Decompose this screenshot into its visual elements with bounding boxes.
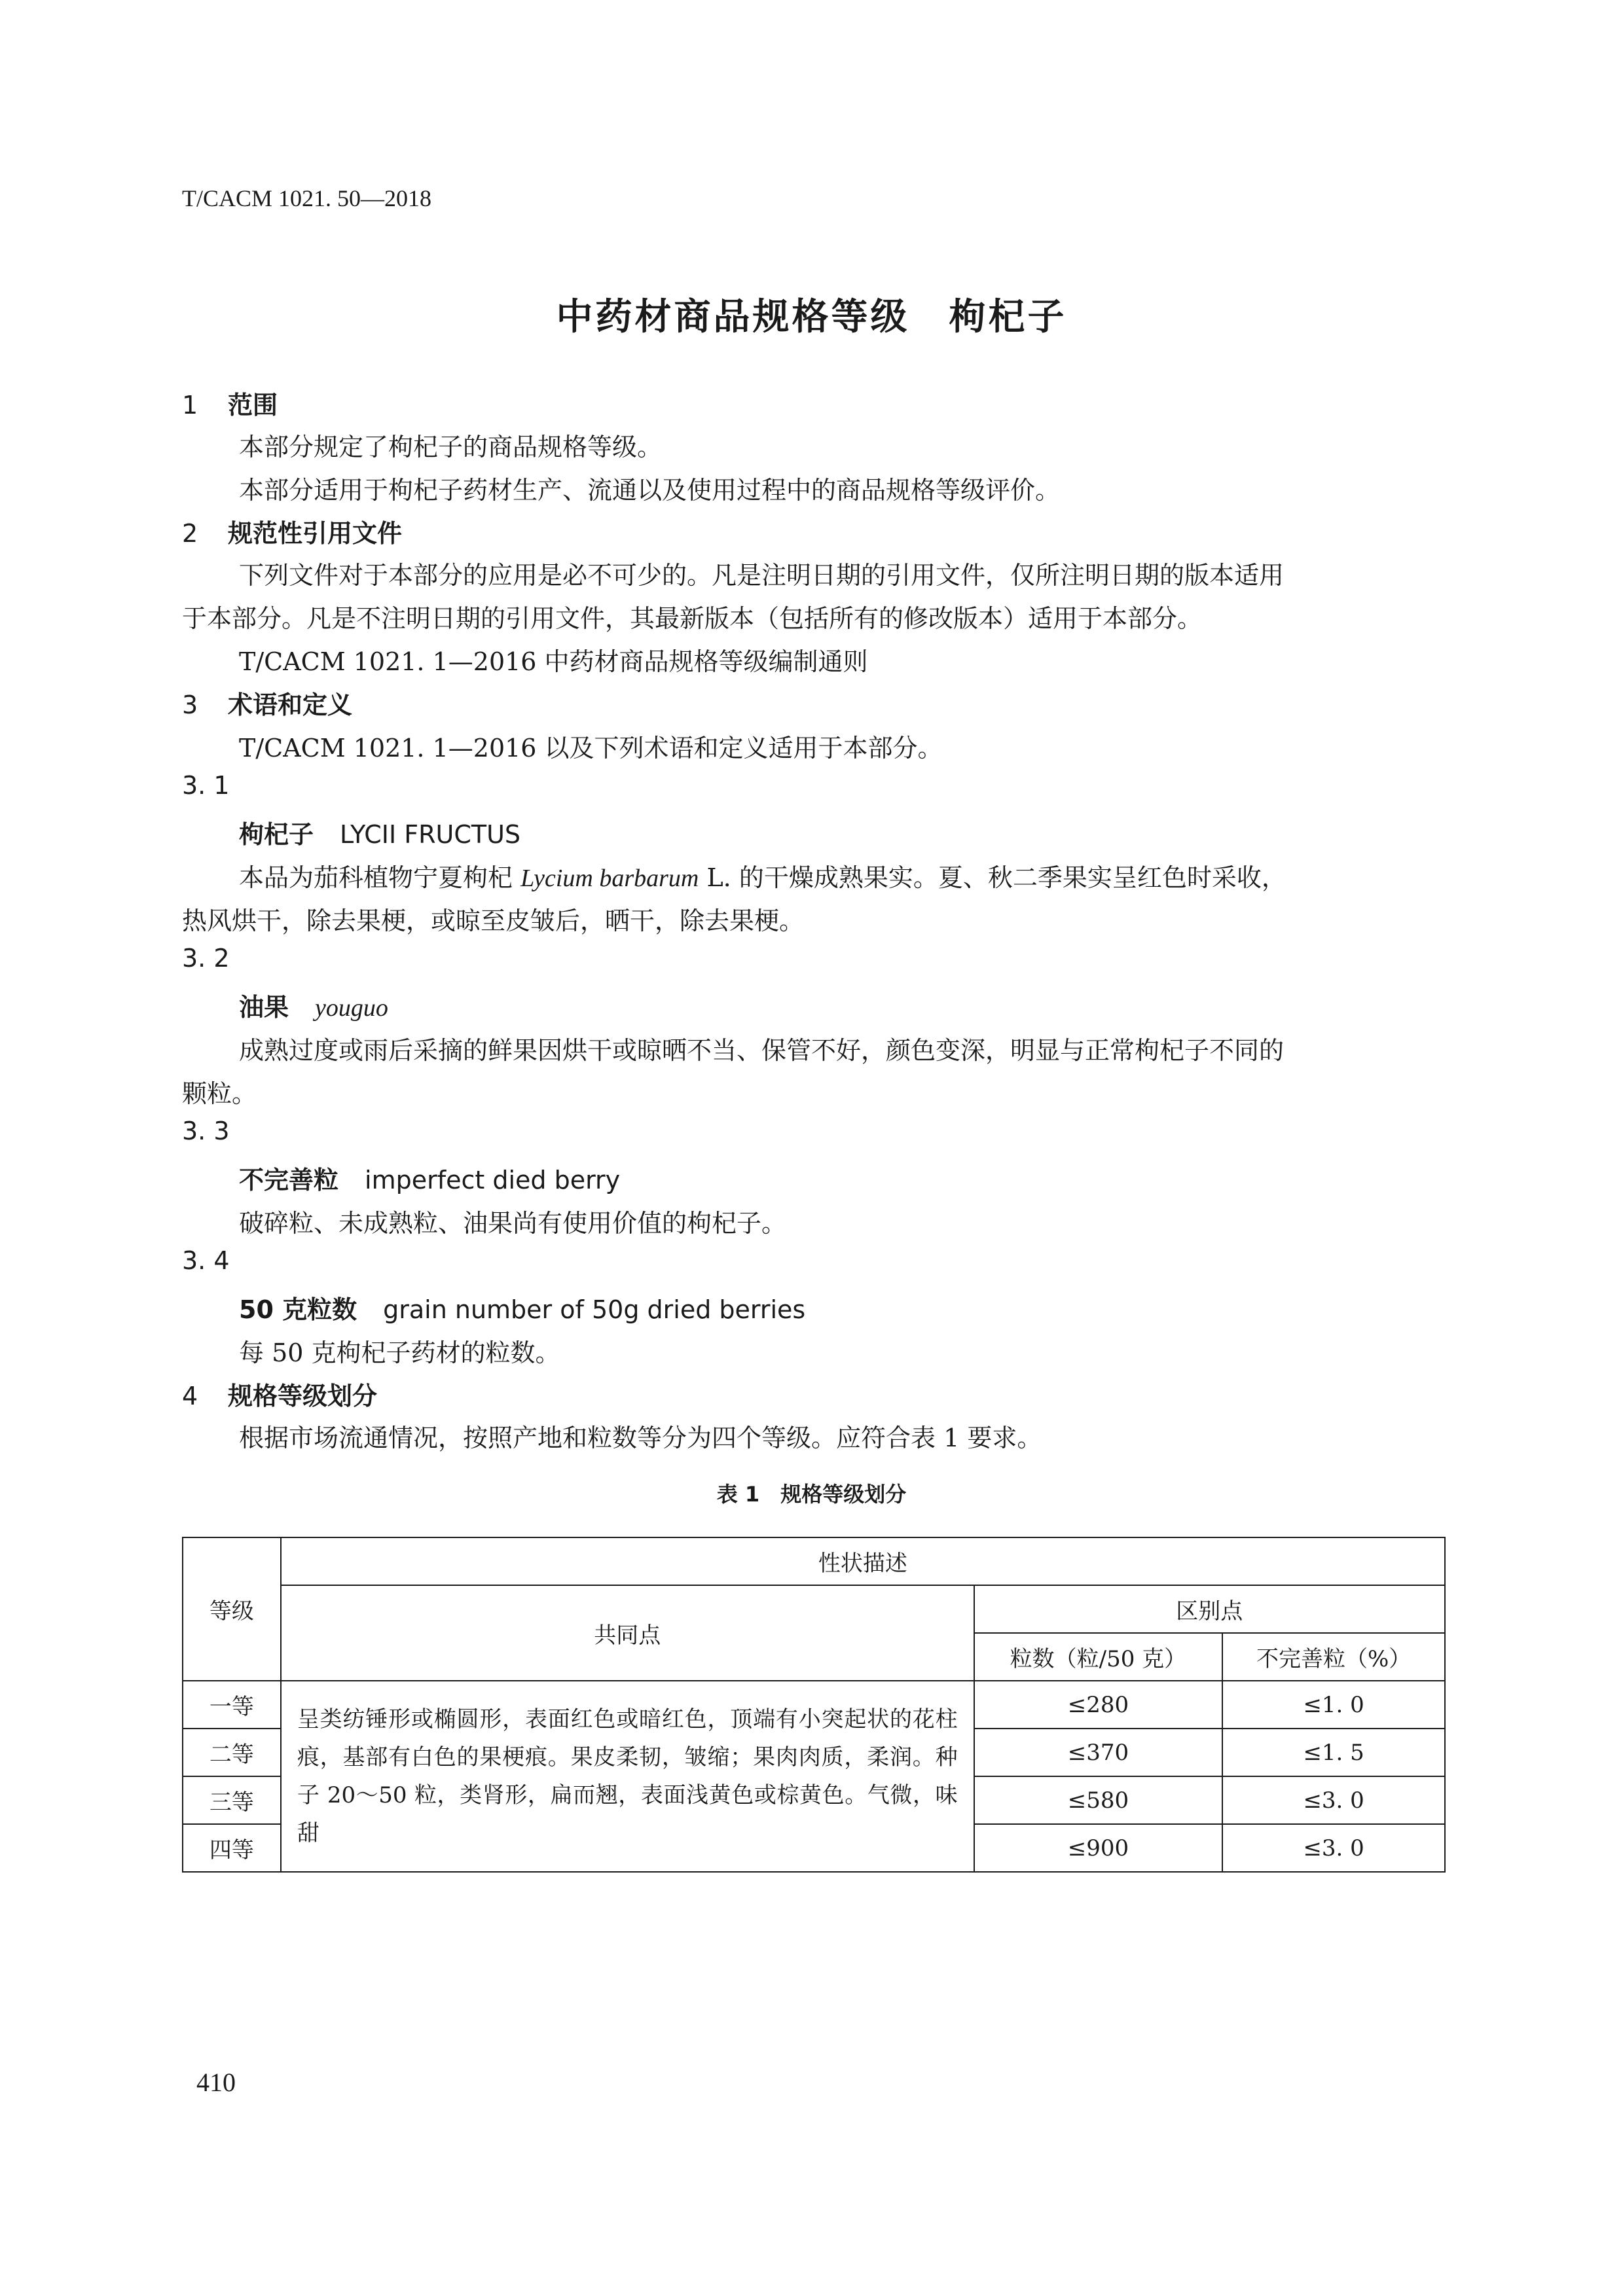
section-3-heading bbox=[182, 685, 352, 721]
term-3-1-definition-line-1 bbox=[239, 857, 1286, 893]
normative-reference: T/CACM 1021. 1—2016 中药材商品规格等级编制通则 bbox=[239, 647, 868, 676]
term-3-1-definition-line-2: 热风烘干，除去果梗，或晾至皮皱后，晒干，除去果梗。 bbox=[182, 906, 805, 935]
section-number: 4 bbox=[182, 1382, 198, 1410]
header-grade: 等级 bbox=[183, 1537, 281, 1681]
term-3-1-number: 3. 1 bbox=[182, 771, 230, 800]
section-title: 术语和定义 bbox=[228, 691, 353, 719]
term-3-2-definition-line-2: 颗粒。 bbox=[182, 1079, 257, 1108]
section-title: 规范性引用文件 bbox=[228, 519, 403, 548]
term-3-2-title bbox=[239, 987, 388, 1023]
term-english: grain number of 50g dried berries bbox=[383, 1295, 806, 1324]
term-chinese: 油果 bbox=[239, 993, 289, 1022]
definition-text: L. 的干燥成熟果实。夏、秋二季果实呈红色时采收， bbox=[699, 863, 1286, 892]
grade-cell: 一等 bbox=[183, 1681, 281, 1729]
term-3-2-number: 3. 2 bbox=[182, 944, 230, 973]
header-description: 性状描述 bbox=[281, 1537, 1445, 1585]
term-chinese: 不完善粒 bbox=[239, 1166, 339, 1194]
term-english: youguo bbox=[315, 994, 388, 1022]
table-caption: 表 1 规格等级划分 bbox=[716, 1482, 907, 1507]
header-imperfect: 不完善粒（%） bbox=[1222, 1633, 1445, 1681]
document-title: 中药材商品规格等级 枸杞子 bbox=[556, 296, 1067, 338]
table-row bbox=[183, 1681, 1445, 1729]
header-distinguishing: 区别点 bbox=[974, 1585, 1445, 1633]
term-3-3-definition: 破碎粒、未成熟粒、油果尚有使用价值的枸杞子。 bbox=[239, 1209, 787, 1238]
section-4-heading bbox=[182, 1376, 377, 1412]
standard-number: T/CACM 1021. 50—2018 bbox=[182, 185, 432, 211]
section-3-paragraph: T/CACM 1021. 1—2016 以及下列术语和定义适用于本部分。 bbox=[239, 734, 943, 762]
term-chinese: 50 克粒数 bbox=[239, 1295, 357, 1324]
term-english: LYCII FRUCTUS bbox=[340, 820, 521, 849]
grain-count-cell: ≤580 bbox=[974, 1776, 1223, 1824]
section-1-heading bbox=[182, 385, 278, 421]
imperfect-cell: ≤1. 0 bbox=[1222, 1681, 1445, 1729]
grade-cell: 四等 bbox=[183, 1824, 281, 1872]
term-chinese: 枸杞子 bbox=[239, 820, 314, 849]
table-header-row bbox=[183, 1537, 1445, 1585]
header-grain-count: 粒数（粒/50 克） bbox=[974, 1633, 1223, 1681]
term-3-4-title bbox=[239, 1289, 805, 1325]
section-number: 2 bbox=[182, 519, 198, 548]
term-3-4-number: 3. 4 bbox=[182, 1246, 230, 1275]
section-number: 3 bbox=[182, 691, 198, 719]
grain-count-cell: ≤900 bbox=[974, 1824, 1223, 1872]
grade-table bbox=[182, 1537, 1446, 1873]
grain-count-cell: ≤280 bbox=[974, 1681, 1223, 1729]
term-3-2-definition-line-1: 成熟过度或雨后采摘的鲜果因烘干或晾晒不当、保管不好，颜色变深，明显与正常枸杞子不同的 bbox=[239, 1036, 1285, 1065]
term-3-4-definition: 每 50 克枸杞子药材的粒数。 bbox=[239, 1338, 560, 1367]
term-3-1-title bbox=[239, 814, 520, 850]
term-3-3-title bbox=[239, 1160, 620, 1196]
imperfect-cell: ≤1. 5 bbox=[1222, 1729, 1445, 1776]
definition-text: 本品为茄科植物宁夏枸杞 bbox=[239, 863, 521, 892]
header-common: 共同点 bbox=[281, 1585, 974, 1681]
imperfect-cell: ≤3. 0 bbox=[1222, 1776, 1445, 1824]
imperfect-cell: ≤3. 0 bbox=[1222, 1824, 1445, 1872]
section-1-paragraph-1: 本部分规定了枸杞子的商品规格等级。 bbox=[239, 433, 663, 461]
grade-cell: 三等 bbox=[183, 1776, 281, 1824]
section-number: 1 bbox=[182, 391, 198, 420]
section-1-paragraph-2: 本部分适用于枸杞子药材生产、流通以及使用过程中的商品规格等级评价。 bbox=[239, 476, 1061, 505]
section-2-paragraph-line-2: 于本部分。凡是不注明日期的引用文件，其最新版本（包括所有的修改版本）适用于本部分。 bbox=[182, 604, 1203, 633]
section-2-heading bbox=[182, 513, 402, 549]
latin-species-name: Lycium barbarum bbox=[520, 865, 699, 892]
section-title: 规格等级划分 bbox=[228, 1382, 378, 1410]
section-title: 范围 bbox=[228, 391, 278, 420]
section-4-paragraph: 根据市场流通情况，按照产地和粒数等分为四个等级。应符合表 1 要求。 bbox=[239, 1424, 1042, 1452]
section-2-paragraph-line-1: 下列文件对于本部分的应用是必不可少的。凡是注明日期的引用文件，仅所注明日期的版本适用 bbox=[239, 561, 1285, 590]
page-number: 410 bbox=[196, 2068, 236, 2097]
term-english: imperfect died berry bbox=[365, 1166, 621, 1194]
common-description-cell: 呈类纺锤形或椭圆形，表面红色或暗红色，顶端有小突起状的花柱痕，基部有白色的果梗痕。果皮柔韧，皱缩；果肉肉质，柔润。种子 20～50 粒，类肾形，扁而翘，表面浅黄色或棕黄色。气微，味甜 bbox=[281, 1681, 974, 1872]
grade-cell: 二等 bbox=[183, 1729, 281, 1776]
table-header-row bbox=[183, 1585, 1445, 1633]
grain-count-cell: ≤370 bbox=[974, 1729, 1223, 1776]
term-3-3-number: 3. 3 bbox=[182, 1117, 230, 1145]
